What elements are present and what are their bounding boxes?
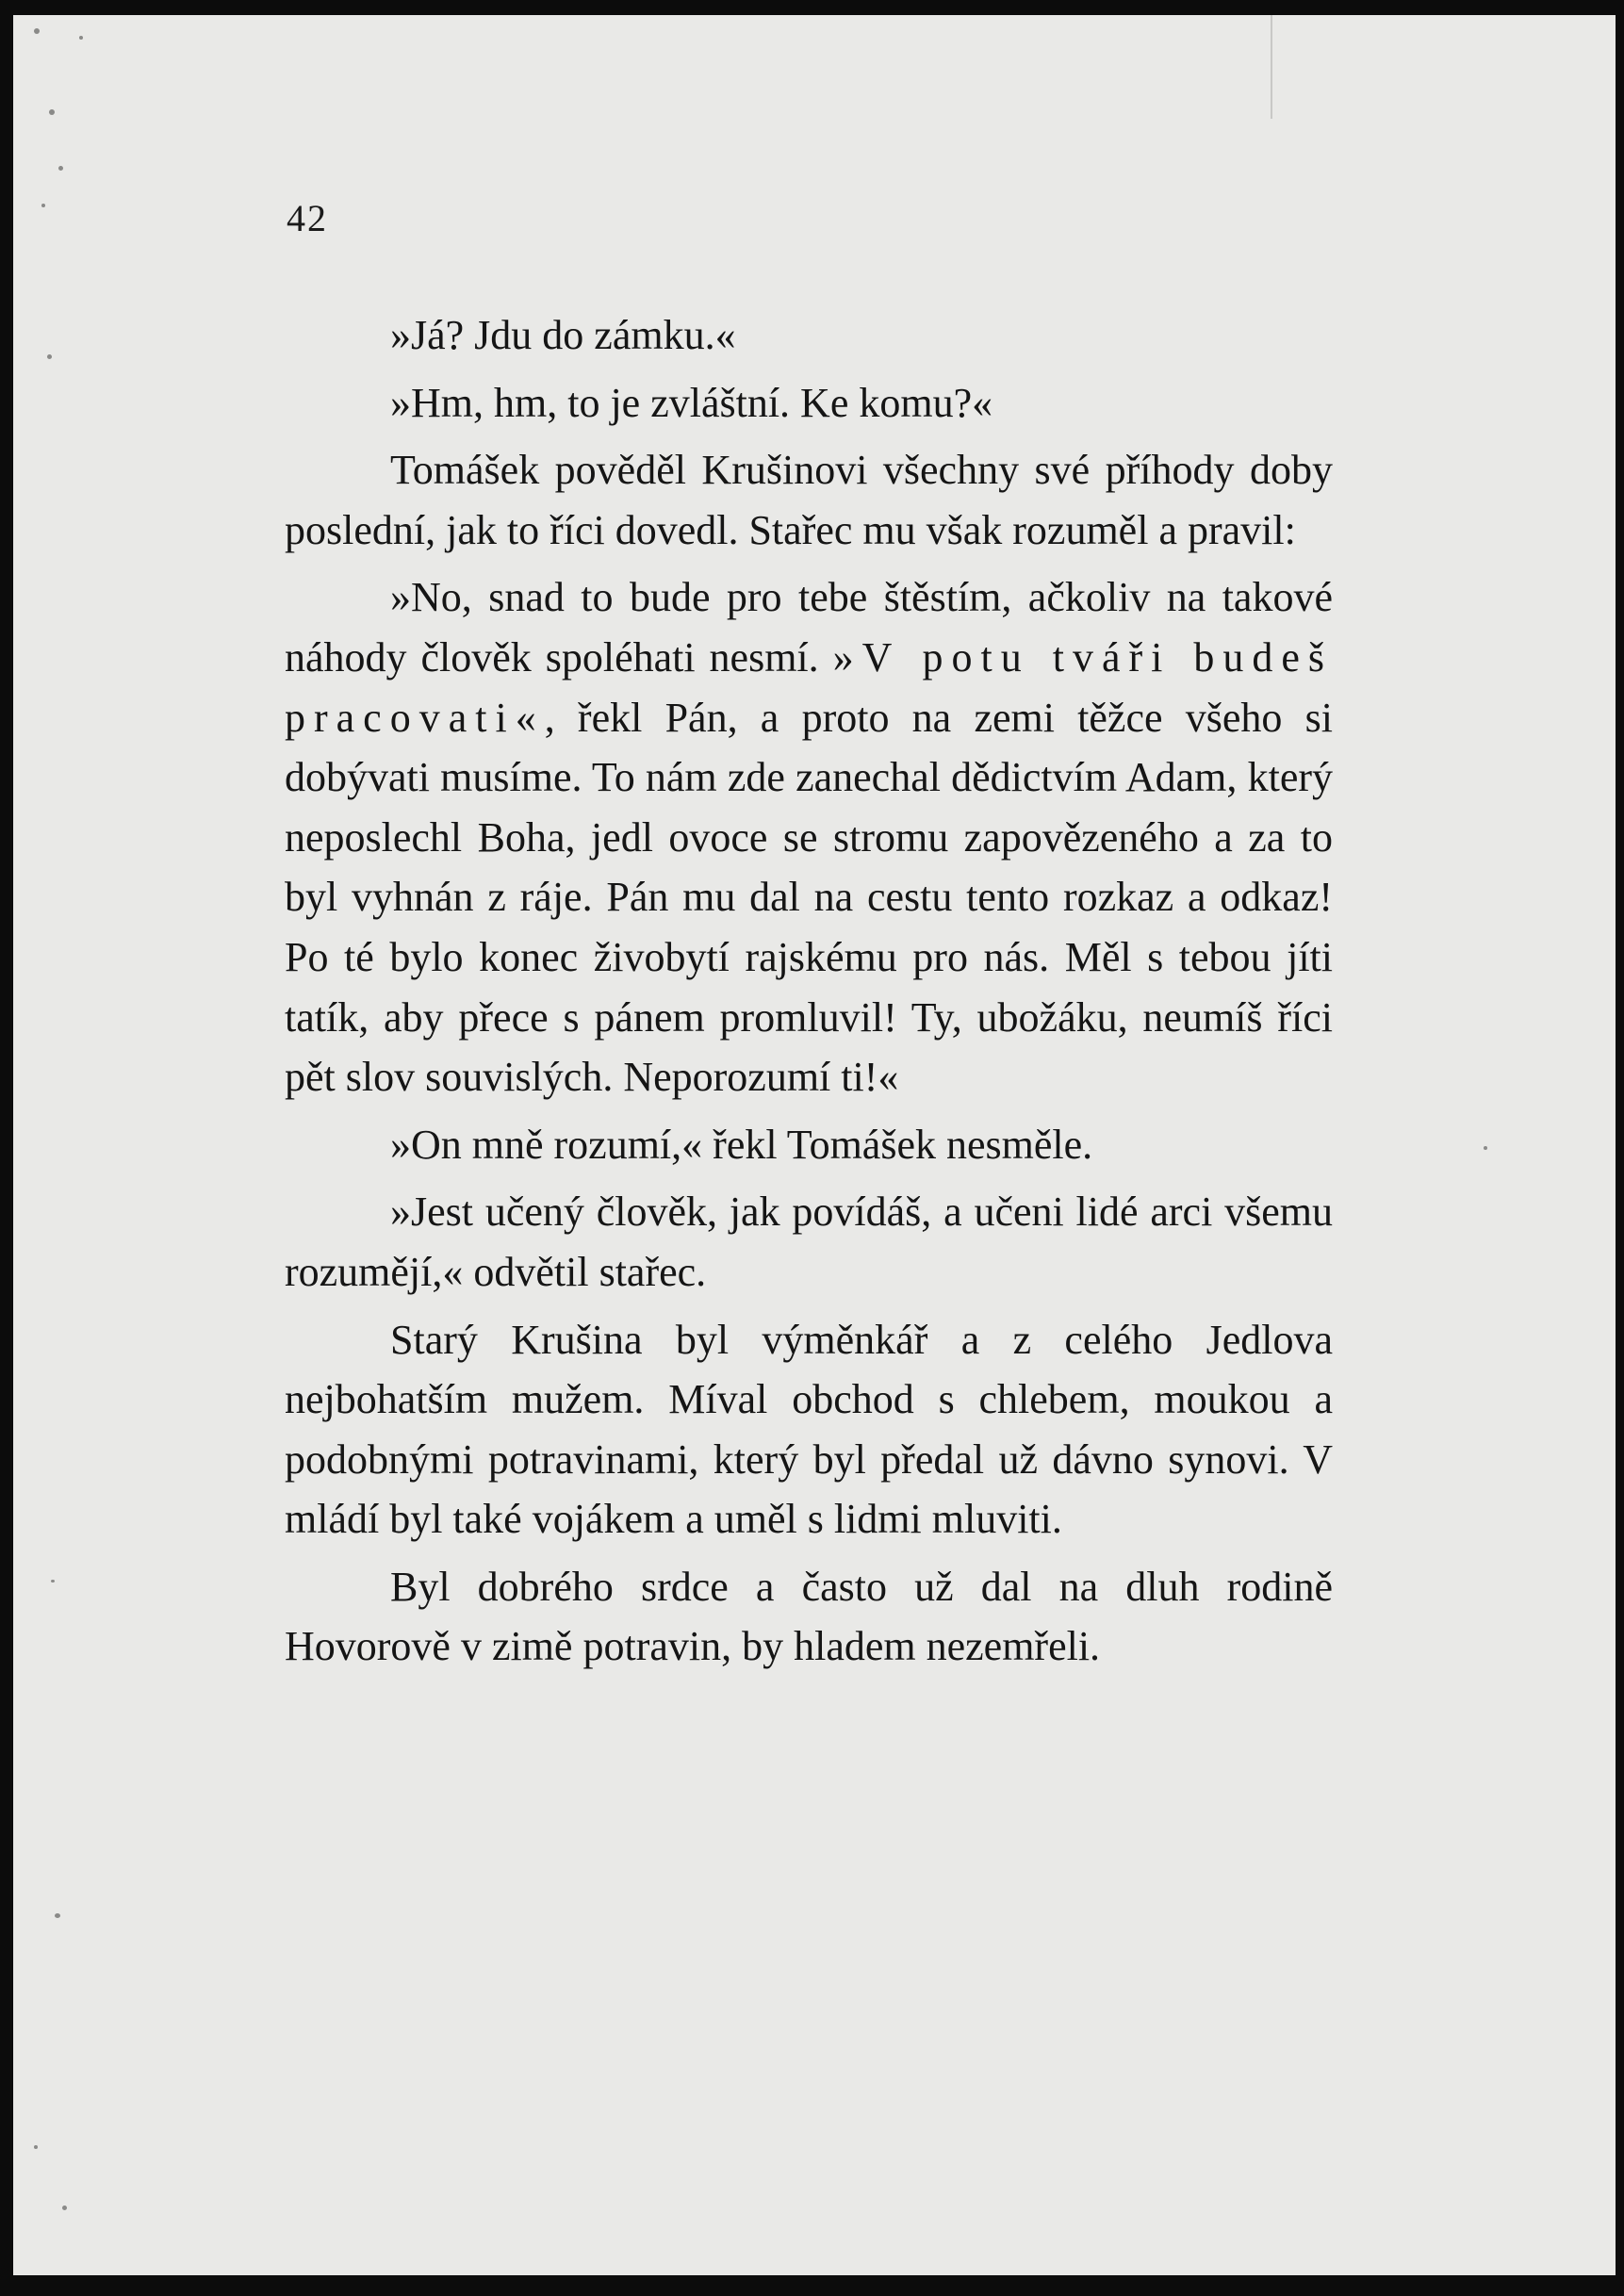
paper-speck — [58, 166, 63, 171]
paragraph-text: »No, snad to bude pro tebe štěstím, ačkoliv na takové náhody člověk spoléhati nesmí. — [285, 574, 1333, 681]
paragraph: Starý Krušina byl výměnkář a z celého Jedlova nejbohatším mužem. Míval obchod s chlebem, moukou a podobnými potravinami, který byl předal už dávno synovi. V mládí byl také vojákem a uměl s lidmi mluviti. — [285, 1316, 1333, 1543]
paragraph: »On mně rozumí,« řekl Tomášek nesměle. — [390, 1121, 1093, 1168]
paper-speck — [51, 1580, 55, 1583]
paper-speck — [62, 2206, 67, 2210]
paper-speck — [47, 354, 52, 359]
paragraph: Tomášek pověděl Krušinovi všechny své příhody doby poslední, jak to říci dovedl. Stařec mu však rozuměl a pravil: — [285, 447, 1333, 553]
page-number: 42 — [287, 197, 328, 239]
paragraph — [285, 567, 1333, 1107]
paragraph-text: , řekl Pán, a proto na zemi těžce všeho si dobývati musíme. To nám zde zanechal dědictvím Adam, který neposlechl Boha, jedl ovoce se stromu zapovězeného a za to byl vyhnán z ráje. Pán mu dal na cestu tento rozkaz a odkaz! Po té bylo konec živobytí rajskému pro nás. Měl s tebou jíti tatík, aby přece s pánem promluvil! Ty, ubožáku, neumíš říci pět slov souvislých. Neporozumí ti!« — [285, 694, 1333, 1101]
spaced-quotation: »V potu tváři budeš pracovati« — [285, 633, 1333, 741]
paper-speck — [49, 109, 55, 115]
page-fold-line — [1271, 15, 1272, 119]
paper-speck — [79, 36, 83, 40]
paragraph: »Jest učený člověk, jak povídáš, a učeni lidé arci všemu rozumějí,« odvětil stařec. — [285, 1189, 1333, 1295]
paper-speck — [55, 1913, 60, 1918]
paper-speck — [41, 204, 45, 207]
paper-speck — [1484, 1146, 1487, 1150]
paper-speck — [34, 2145, 38, 2149]
paragraph: »Hm, hm, to je zvláštní. Ke komu?« — [390, 379, 993, 426]
paper-speck — [34, 28, 40, 34]
book-page — [13, 15, 1616, 2275]
body-text — [285, 305, 1333, 1677]
paragraph: Byl dobrého srdce a často už dal na dluh rodině Hovorově v zimě potravin, by hladem nezemřeli. — [285, 1563, 1333, 1670]
paragraph: »Já? Jdu do zámku.« — [390, 312, 736, 358]
